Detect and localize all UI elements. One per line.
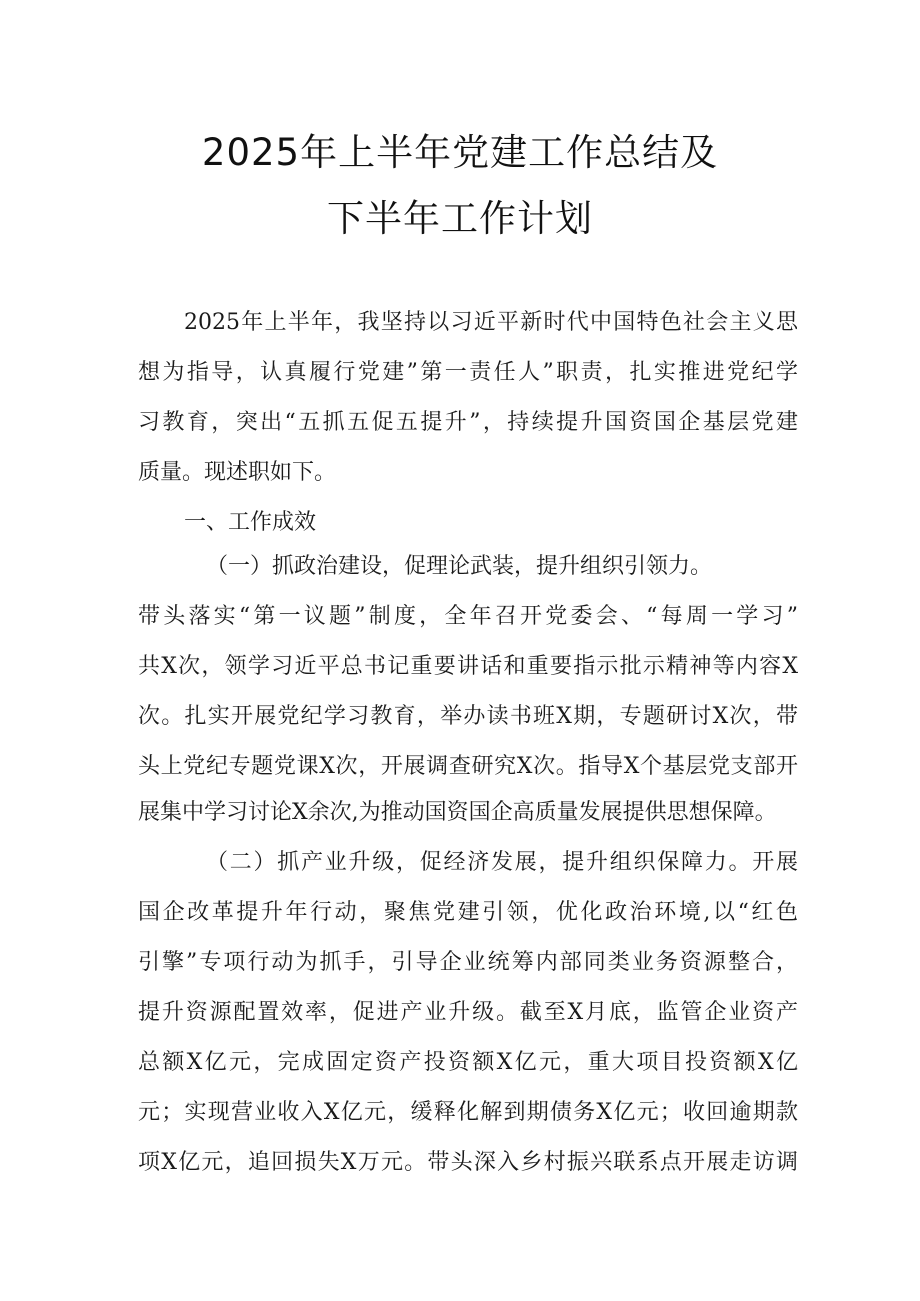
body-line-1: 2025年上半年，我坚持以习近平新时代中国特色社会主义思: [184, 310, 798, 335]
body-line-14: 元；实现营业收入X亿元，缓释化解到期债务X亿元；收回逾期款: [138, 1100, 798, 1125]
body-line-10: 国企改革提升年行动，聚焦党建引领，优化政治环境,以“红色: [138, 900, 798, 925]
body-line-7: 次。扎实开展党纪学习教育，举办读书班X期，专题研讨X次，带: [138, 704, 798, 729]
body-line-11: 引擎”专项行动为抓手，引导企业统筹内部同类业务资源整合，: [138, 950, 798, 975]
body-line-13: 总额X亿元，完成固定资产投资额X亿元，重大项目投资额X亿: [138, 1050, 798, 1075]
subsection-heading-1: （一）抓政治建设，促理论武装，提升组织引领力。: [206, 554, 713, 579]
document-title-line-2: 下半年工作计划: [327, 197, 593, 240]
body-line-5: 带头落实“第一议题”制度，全年召开党委会、“每周一学习”: [138, 604, 798, 629]
body-line-2: 想为指导，认真履行党建”第一责任人”职责，扎实推进党纪学: [138, 360, 798, 385]
body-line-3: 习教育，突出“五抓五促五提升”，持续提升国资国企基层党建: [138, 410, 798, 435]
body-line-15: 项X亿元，追回损失X万元。带头深入乡村振兴联系点开展走访调: [138, 1150, 798, 1175]
section-heading-achievements: 一、工作成效: [184, 510, 317, 535]
subsection-heading-2: （二）抓产业升级，促经济发展，提升组织保障力。开展: [206, 850, 798, 875]
body-line-9: 展集中学习讨论X余次,为推动国资国企高质量发展提供思想保障。: [138, 800, 777, 825]
body-line-12: 提升资源配置效率，促进产业升级。截至X月底，监管企业资产: [138, 1000, 798, 1025]
body-line-8: 头上党纪专题党课X次，开展调查研究X次。指导X个基层党支部开: [138, 754, 798, 779]
body-line-4: 质量。现述职如下。: [138, 460, 337, 485]
document-title-line-1: 2025年上半年党建工作总结及: [201, 131, 719, 174]
body-line-6: 共X次，领学习近平总书记重要讲话和重要指示批示精神等内容X: [138, 654, 798, 679]
